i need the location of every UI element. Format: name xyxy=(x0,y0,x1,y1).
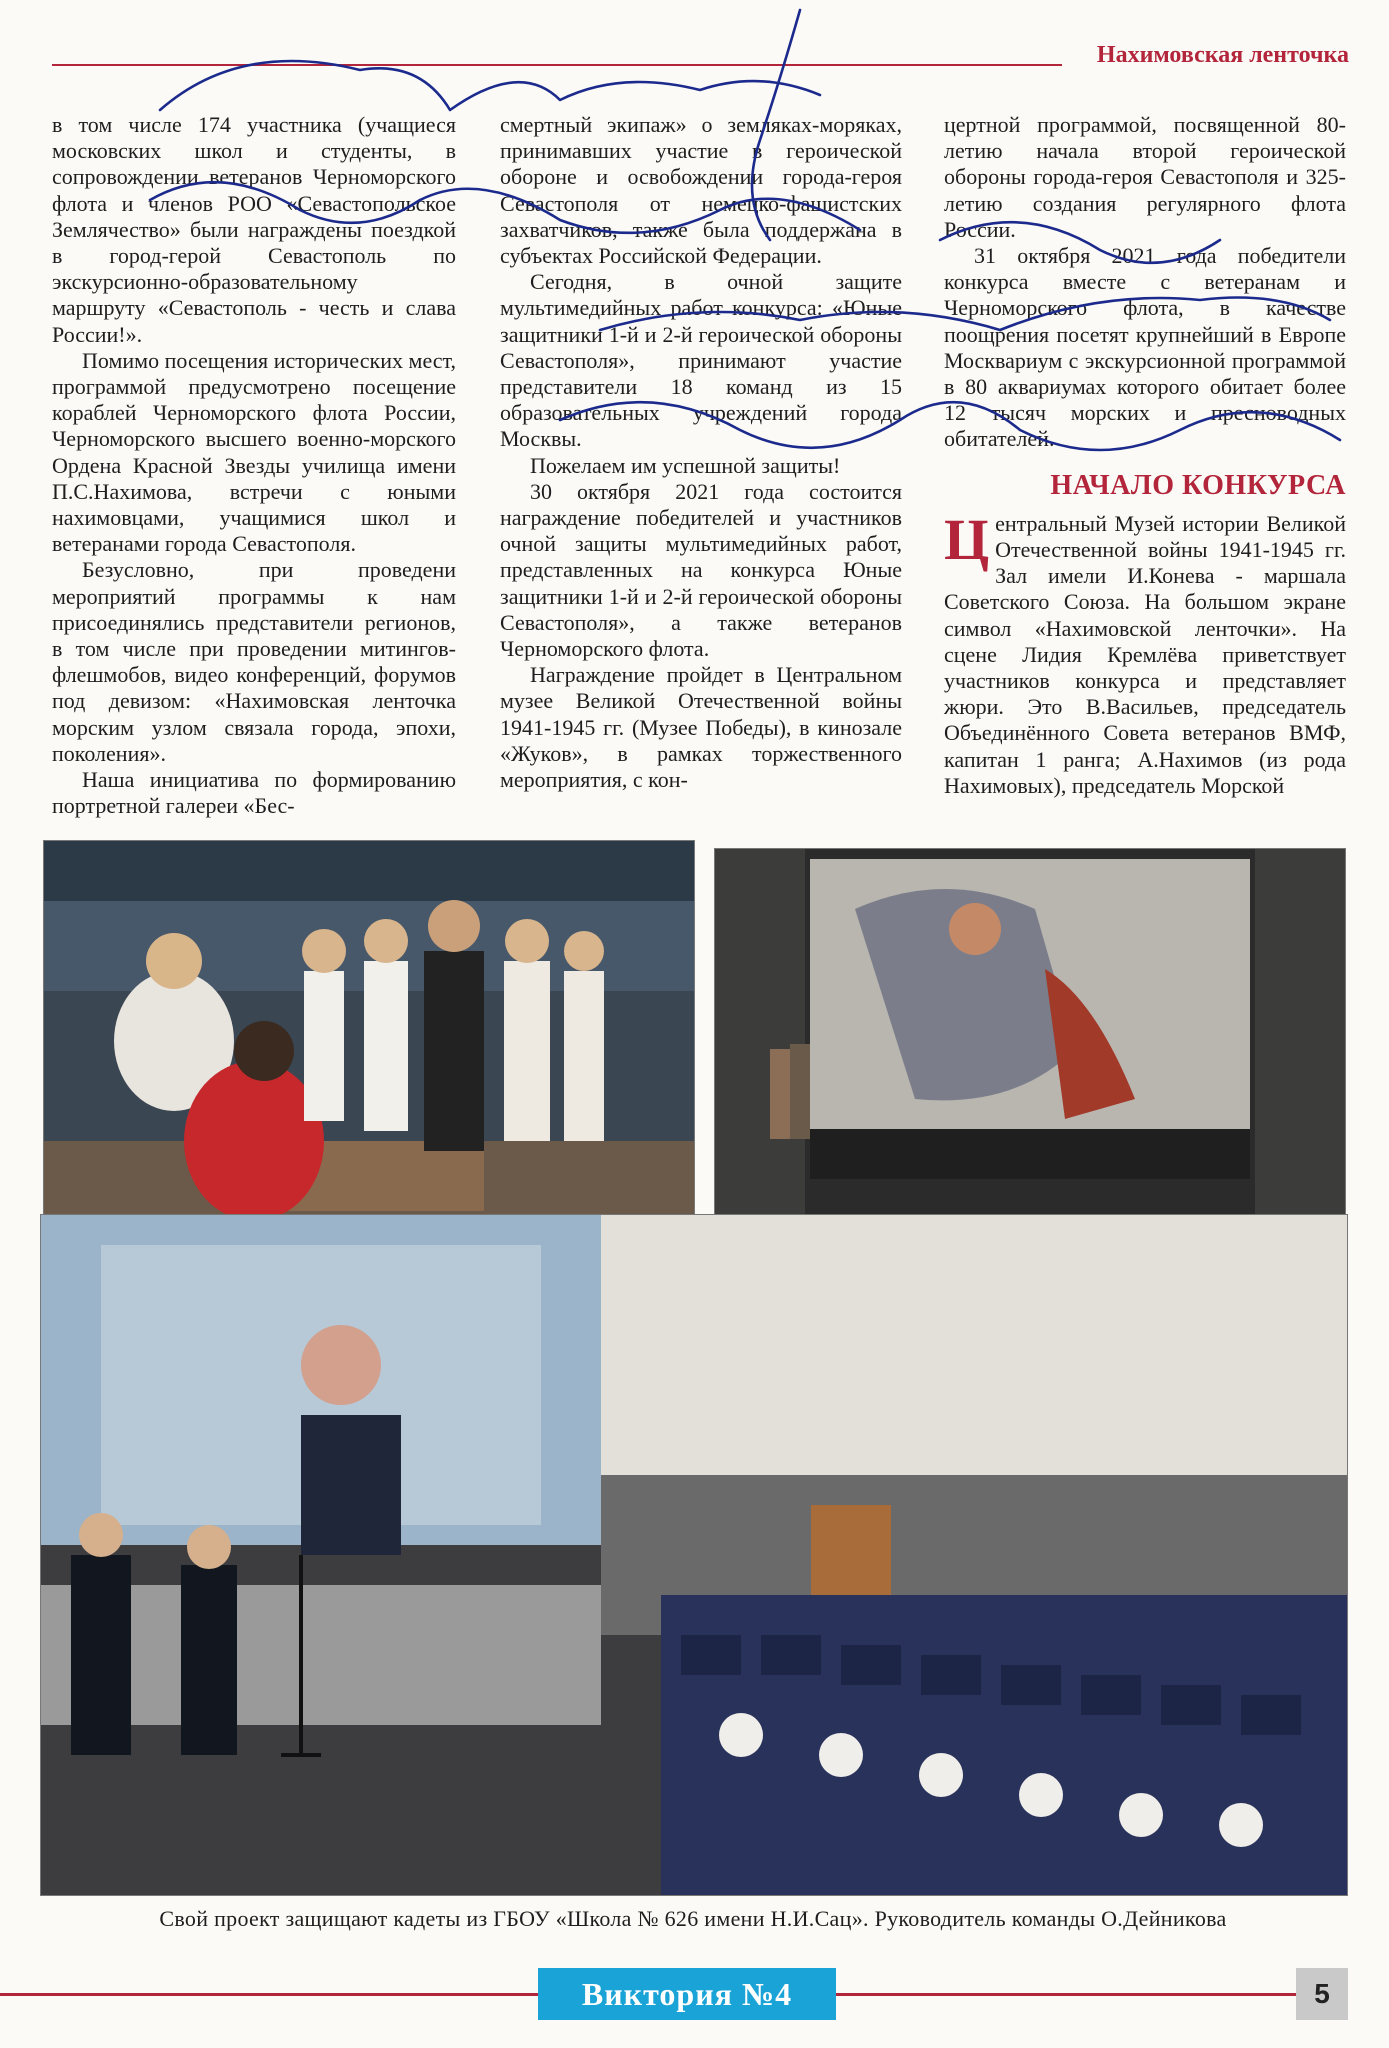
photo-registration xyxy=(43,840,695,1232)
paragraph: Наша инициатива по формированию портретной галереи «Бес- xyxy=(52,767,456,819)
paragraph: Пожелаем им успешной защиты! xyxy=(530,452,841,478)
text-column-1 xyxy=(52,112,456,819)
section-title: Нахимовская ленточка xyxy=(1096,42,1349,68)
paragraph: Безусловно, при проведени мероприятий программы к нам присоединялись представители регионов, в том числе при проведении митингов-флешмобов, видео конференций, форумов под девизом: «Нахимовская ленточка морским узлом связала города, эпохи, поколения». xyxy=(52,557,456,766)
footer-rule-left xyxy=(0,1993,538,1996)
issue-badge: Виктория №4 xyxy=(538,1968,836,2020)
signature-stroke xyxy=(160,61,820,110)
text-column-3 xyxy=(944,112,1346,799)
paragraph: Награждение пройдет в Центральном музее Великой Отечественной войны 1941-1945 гг. (Музее Победы), в кинозале «Жуков», в рамках торжественного мероприятия, с кон- xyxy=(500,662,902,793)
dropcap: Ц xyxy=(944,506,990,572)
section-heading: НАЧАЛО КОНКУРСА xyxy=(1050,469,1346,501)
photo-auditorium xyxy=(40,1214,1348,1896)
paragraph-text: ентральный Музей истории Великой Отечественной войны 1941-1945 гг. Зал имели И.Конева - маршала Советского Союза. На большом экране символ «Нахимовской ленточки». На сцене Лидия Кремлёва приветствует участников конкурса и представляет жюри. Это В.Васильев, председатель Объединённого Совета ветеранов ВМФ, капитан 1 ранга; А.Нахимов (из рода Нахимовых), председатель Морской xyxy=(944,510,1346,798)
page-number: 5 xyxy=(1296,1968,1348,2020)
photo-screen-image xyxy=(715,849,1345,1215)
photo-caption: Свой проект защищают кадеты из ГБОУ «Школа № 626 имени Н.И.Сац». Руководитель команды О.Дейникова xyxy=(159,1906,1227,1931)
footer-rule-right xyxy=(836,1993,1296,1996)
photo-registration-image xyxy=(44,841,694,1231)
text-column-2 xyxy=(500,112,902,793)
paragraph: в том числе 174 участника (учащиеся московских школ и студенты, в сопровождении ветеранов Черноморского флота и членов РОО «Севастопольское Землячество» были награждены поездкой в город-герой Севастополь по экскурсионно-образовательному маршруту «Севастополь - честь и слава России!». xyxy=(52,112,456,347)
paragraph: Помимо посещения исторических мест, программой предусмотрено посещение кораблей Черноморского флота России, Черноморского высшего военно-морского Ордена Красной Звезды училища имени П.С.Нахимова, встречи с юными нахимовцами, учащимися школ и ветеранами города Севастополя. xyxy=(52,347,456,557)
photo-screen xyxy=(714,848,1346,1216)
paragraph-with-dropcap xyxy=(944,506,1346,799)
paragraph: 31 октября 2021 года победители конкурса вместе с ветеранам и Черноморского флота, в качестве поощрения посетят крупнейший в Европе Москвариум с экскурсионной программой в 80 аквариумах которого обитает более 12 тысяч морских и пресноводных обитателей. xyxy=(944,243,1346,452)
paragraph: смертный экипаж» о земляках-моряках, принимавших участие в героической обороне и освобождении города-героя Севастополя от немецко-фашистских захватчиков, также была поддержана в субъектах Российской Федерации. xyxy=(500,112,902,269)
paragraph: 30 октября 2021 года состоится награждение победителей и участников очной защиты мультимедийных работ, представленных на конкурса Юные защитники 1-й и 2-й героической обороны Севастополя», а также ветеранов Черноморского флота. xyxy=(500,478,902,662)
paragraph: цертной программой, посвященной 80-летию начала второй героической обороны города-героя Севастополя и 325-летию создания регулярного флота России. xyxy=(944,112,1346,242)
header-rule xyxy=(52,64,1062,66)
paragraph: Сегодня, в очной защите мультимедийных работ конкурса: «Юные защитники 1-й и 2-й героической обороны Севастополя», принимают участие представители 18 команд из 15 образовательных учреждений города Москвы. xyxy=(500,269,902,452)
photo-auditorium-image xyxy=(41,1215,1347,1895)
